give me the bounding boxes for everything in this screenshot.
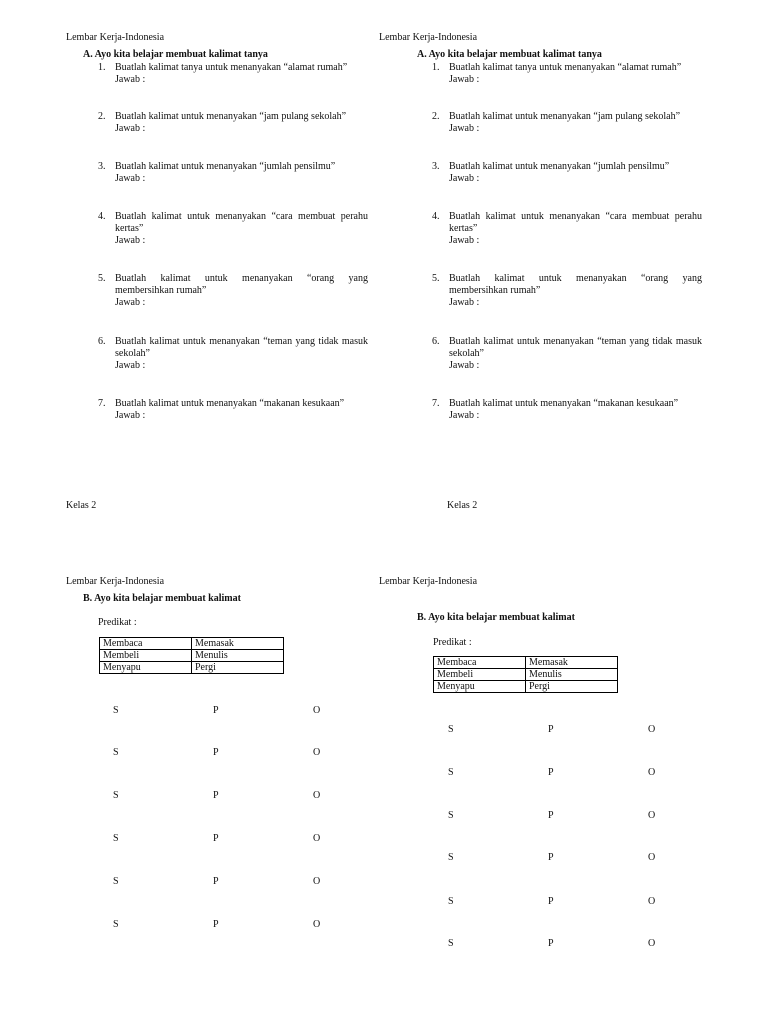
- answer-label: Jawab :: [449, 173, 480, 184]
- answer-label: Jawab :: [115, 297, 146, 308]
- section-a-title-right: A. Ayo kita belajar membuat kalimat tanya: [417, 49, 602, 60]
- table-cell: Membeli: [100, 650, 192, 662]
- spo-o: O: [313, 705, 321, 716]
- spo-p: P: [548, 938, 554, 949]
- question-number: 3.: [98, 161, 106, 172]
- spo-s: S: [448, 938, 454, 949]
- table-cell: Menyapu: [434, 681, 526, 693]
- spo-s: S: [448, 852, 454, 863]
- spo-p: P: [213, 833, 219, 844]
- spo-o: O: [648, 767, 656, 778]
- question-text: Buatlah kalimat untuk menanyakan “cara membuat perahu kertas”: [449, 211, 702, 234]
- spo-s: S: [448, 724, 454, 735]
- spo-p: P: [213, 876, 219, 887]
- question-text: Buatlah kalimat untuk menanyakan “orang yang membersihkan rumah”: [115, 273, 368, 296]
- answer-label: Jawab :: [449, 360, 480, 371]
- question-number: 1.: [98, 62, 106, 73]
- spo-o: O: [648, 724, 656, 735]
- question-number: 4.: [98, 211, 106, 222]
- table-cell: Membaca: [100, 638, 192, 650]
- question-text: Buatlah kalimat untuk menanyakan “teman yang tidak masuk sekolah”: [449, 336, 702, 359]
- spo-s: S: [448, 896, 454, 907]
- spo-p: P: [213, 705, 219, 716]
- spo-o: O: [648, 938, 656, 949]
- table-cell: Pergi: [192, 662, 284, 674]
- question-number: 5.: [98, 273, 106, 284]
- table-cell: Memasak: [192, 638, 284, 650]
- question-number: 6.: [432, 336, 440, 347]
- answer-label: Jawab :: [115, 74, 146, 85]
- table-row: [434, 669, 618, 681]
- table-cell: Membaca: [434, 657, 526, 669]
- question-text: Buatlah kalimat untuk menanyakan “makanan kesukaan”: [115, 398, 345, 409]
- answer-label: Jawab :: [449, 410, 480, 421]
- question-text: Buatlah kalimat untuk menanyakan “orang yang membersihkan rumah”: [449, 273, 702, 296]
- spo-o: O: [648, 810, 656, 821]
- predikat-table-left: [99, 637, 284, 674]
- answer-label: Jawab :: [449, 74, 480, 85]
- table-row: [434, 681, 618, 693]
- spo-o: O: [648, 896, 656, 907]
- question-number: 7.: [98, 398, 106, 409]
- table-row: [434, 657, 618, 669]
- question-text: Buatlah kalimat untuk menanyakan “makanan kesukaan”: [449, 398, 679, 409]
- question-number: 7.: [432, 398, 440, 409]
- table-row: [100, 650, 284, 662]
- spo-s: S: [113, 919, 119, 930]
- header-top-left: Lembar Kerja-Indonesia: [66, 32, 165, 43]
- spo-s: S: [113, 747, 119, 758]
- spo-s: S: [113, 833, 119, 844]
- spo-o: O: [313, 919, 321, 930]
- predikat-table-right: [433, 656, 618, 693]
- question-text: Buatlah kalimat tanya untuk menanyakan “alamat rumah”: [449, 62, 682, 73]
- question-text: Buatlah kalimat untuk menanyakan “jumlah pensilmu”: [115, 161, 336, 172]
- spo-p: P: [548, 852, 554, 863]
- kelas-label-right: Kelas 2: [447, 500, 478, 511]
- header-top-right: Lembar Kerja-Indonesia: [379, 32, 478, 43]
- spo-s: S: [113, 790, 119, 801]
- spo-p: P: [213, 747, 219, 758]
- section-b-title-right: B. Ayo kita belajar membuat kalimat: [417, 612, 575, 623]
- table-row: [100, 662, 284, 674]
- answer-label: Jawab :: [115, 410, 146, 421]
- spo-p: P: [548, 724, 554, 735]
- question-number: 2.: [432, 111, 440, 122]
- table-cell: Membeli: [434, 669, 526, 681]
- question-number: 5.: [432, 273, 440, 284]
- spo-s: S: [113, 876, 119, 887]
- predikat-label-left: Predikat :: [98, 617, 137, 628]
- predikat-label-right: Predikat :: [433, 637, 472, 648]
- spo-s: S: [448, 810, 454, 821]
- answer-label: Jawab :: [115, 235, 146, 246]
- table-row: [100, 638, 284, 650]
- question-number: 4.: [432, 211, 440, 222]
- spo-o: O: [313, 833, 321, 844]
- table-cell: Menulis: [526, 669, 618, 681]
- spo-s: S: [113, 705, 119, 716]
- question-text: Buatlah kalimat untuk menanyakan “teman yang tidak masuk sekolah”: [115, 336, 368, 359]
- spo-s: S: [448, 767, 454, 778]
- question-number: 2.: [98, 111, 106, 122]
- question-number: 1.: [432, 62, 440, 73]
- spo-o: O: [313, 747, 321, 758]
- table-cell: Memasak: [526, 657, 618, 669]
- header-bottom-left: Lembar Kerja-Indonesia: [66, 576, 165, 587]
- answer-label: Jawab :: [449, 297, 480, 308]
- spo-o: O: [648, 852, 656, 863]
- question-text: Buatlah kalimat untuk menanyakan “jam pulang sekolah”: [449, 111, 681, 122]
- spo-p: P: [548, 767, 554, 778]
- spo-p: P: [548, 896, 554, 907]
- table-cell: Menyapu: [100, 662, 192, 674]
- kelas-label-left: Kelas 2: [66, 500, 97, 511]
- question-number: 3.: [432, 161, 440, 172]
- answer-label: Jawab :: [449, 235, 480, 246]
- spo-p: P: [548, 810, 554, 821]
- answer-label: Jawab :: [115, 173, 146, 184]
- spo-p: P: [213, 790, 219, 801]
- answer-label: Jawab :: [115, 123, 146, 134]
- spo-o: O: [313, 876, 321, 887]
- question-number: 6.: [98, 336, 106, 347]
- table-cell: Menulis: [192, 650, 284, 662]
- section-a-title-left: A. Ayo kita belajar membuat kalimat tanya: [83, 49, 268, 60]
- question-text: Buatlah kalimat untuk menanyakan “jumlah pensilmu”: [449, 161, 670, 172]
- question-text: Buatlah kalimat untuk menanyakan “jam pulang sekolah”: [115, 111, 347, 122]
- header-bottom-right: Lembar Kerja-Indonesia: [379, 576, 478, 587]
- spo-p: P: [213, 919, 219, 930]
- question-text: Buatlah kalimat tanya untuk menanyakan “alamat rumah”: [115, 62, 348, 73]
- section-b-title-left: B. Ayo kita belajar membuat kalimat: [83, 593, 241, 604]
- answer-label: Jawab :: [449, 123, 480, 134]
- table-cell: Pergi: [526, 681, 618, 693]
- spo-o: O: [313, 790, 321, 801]
- question-text: Buatlah kalimat untuk menanyakan “cara membuat perahu kertas”: [115, 211, 368, 234]
- answer-label: Jawab :: [115, 360, 146, 371]
